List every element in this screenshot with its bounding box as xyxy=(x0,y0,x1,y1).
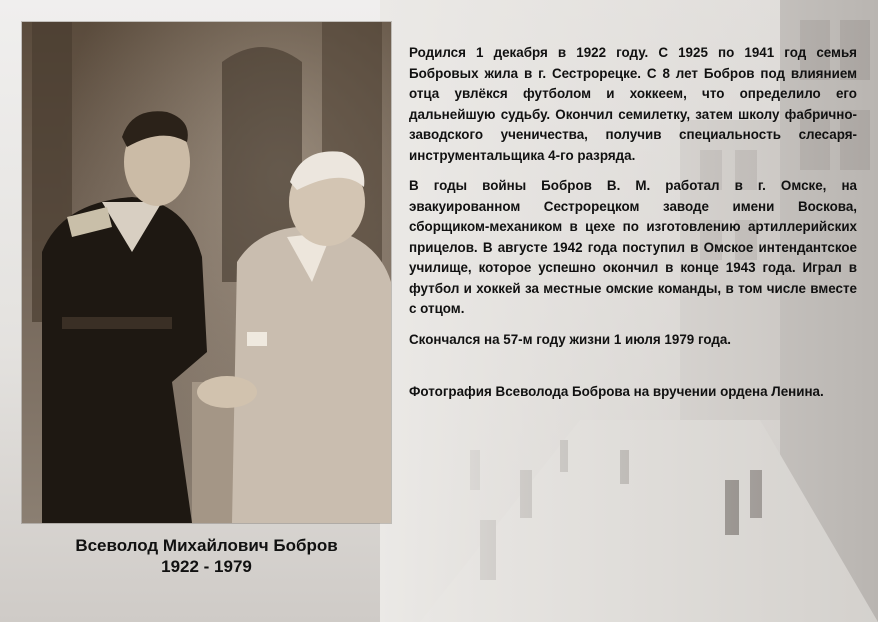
biography-paragraph-1: Родился 1 декабря в 1922 году. С 1925 по 1941 год семья Бобровых жила в г. Сестрорецке. С 8 лет Бобров под влиянием отца увлёкся футболом и хоккеем, что определило его дальнейшую судьбу. Окончил семилетку, затем школу фабрично-заводского ученичества, получив специальность слесаря-инструментальщика 4-го разряда. xyxy=(409,45,857,163)
caption-years: 1922 - 1979 xyxy=(161,557,252,576)
biography-paragraph-2: В годы войны Бобров В. М. работал в г. Омске, на эвакуированном Сестрорецком заводе имени Воскова, сборщиком-механиком в цехе по изготовлению артиллерийских прицелов. В августе 1942 года поступил в Омское интендантское училище, которое успешно окончил в конце 1943 года. Играл в футбол и хоккей за местные омские команды, в том числе вместе с отцом. xyxy=(409,178,857,316)
photo-caption xyxy=(22,535,391,577)
biography-text xyxy=(409,43,857,413)
award-ceremony-photo xyxy=(22,22,391,523)
photo-note: Фотография Всеволода Боброва на вручении ордена Ленина. xyxy=(409,384,824,399)
biography-paragraph-3: Скончался на 57-м году жизни 1 июля 1979 года. xyxy=(409,331,732,347)
caption-name: Всеволод Михайлович Бобров xyxy=(75,536,338,555)
